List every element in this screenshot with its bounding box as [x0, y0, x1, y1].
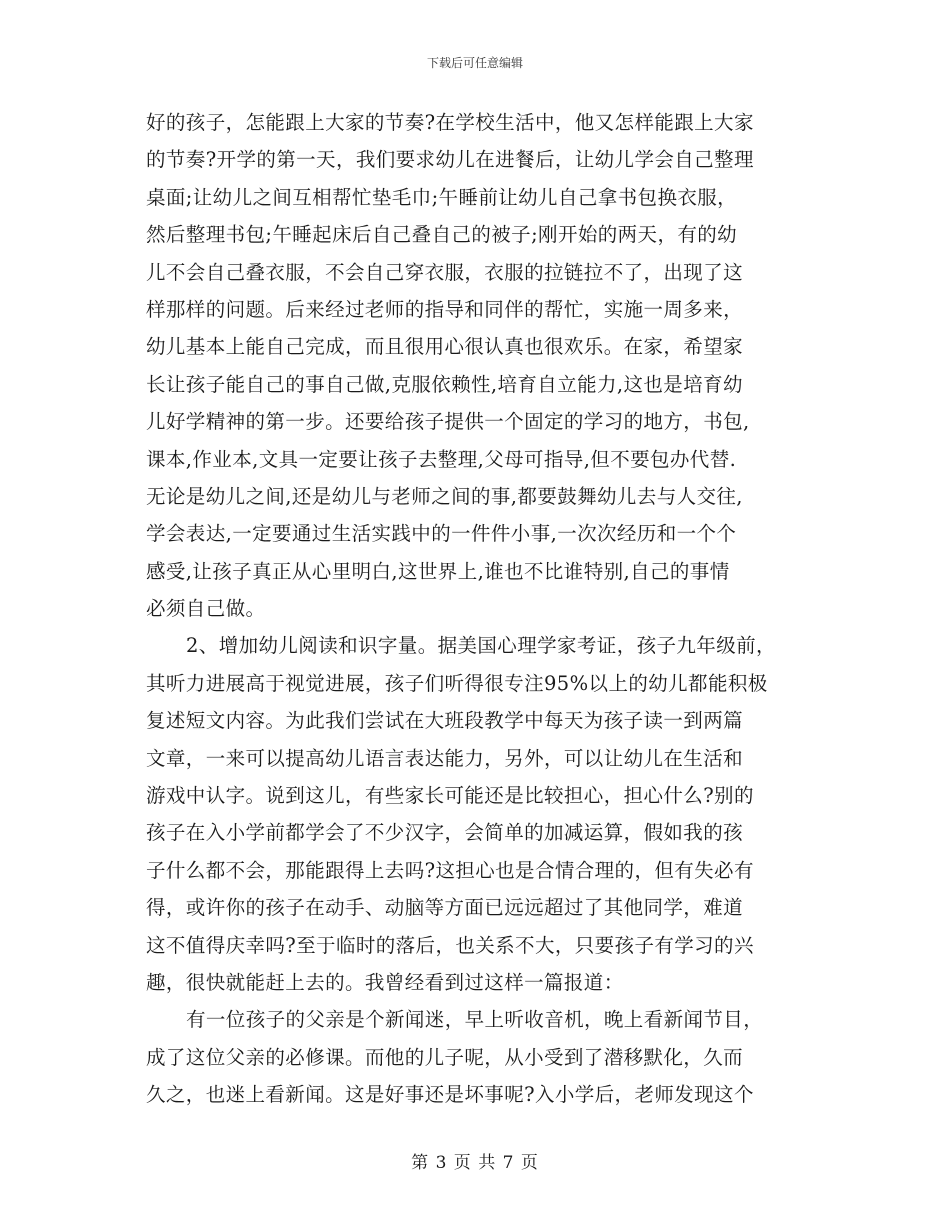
paragraph-start-line: 有一位孩子的父亲是个新闻迷，早上听收音机，晚上看新闻节目，: [186, 1008, 764, 1032]
text-line: 好的孩子，怎能跟上大家的节奏?在学校生活中，他又怎样能跟上大家: [146, 111, 754, 134]
text-line: 游戏中认字。说到这儿，有些家长可能还是比较担心，担心什么?别的: [146, 784, 754, 808]
paragraph-start-line: 2、增加幼儿阅读和识字量。据美国心理学家考证，孩子九年级前，: [186, 634, 776, 658]
text-line: 其听力进展高于视觉进展，孩子们听得很专注95%以上的幼儿都能积极: [146, 671, 768, 695]
text-line: 文章，一来可以提高幼儿语言表达能力，另外，可以让幼儿在生活和: [146, 746, 744, 770]
text-line: 得，或许你的孩子在动手、动脑等方面已远远超过了其他同学，难道: [146, 896, 744, 920]
text-line: 成了这位父亲的必修课。而他的儿子呢，从小受到了潜移默化，久而: [146, 1045, 744, 1069]
text-line: 长让孩子能自己的事自己做,克服依赖性,培育自立能力,这也是培育幼: [146, 372, 743, 396]
text-line: 感受,让孩子真正从心里明白,这世界上,谁也不比谁特别,自己的事情: [146, 559, 730, 583]
text-line: 趣，很快就能赶上去的。我曾经看到过这样一篇报道：: [146, 970, 624, 994]
text-line: 儿不会自己叠衣服，不会自己穿衣服，衣服的拉链拉不了，出现了这: [146, 260, 744, 284]
text-line: 的节奏?开学的第一天，我们要求幼儿在进餐后，让幼儿学会自己整理: [146, 148, 754, 172]
text-line: 这不值得庆幸吗?至于临时的落后，也关系不大，只要孩子有学习的兴: [146, 933, 754, 957]
page-number-footer: 第 3 页 共 7 页: [411, 1153, 539, 1173]
text-line: 子什么都不会，那能跟得上去吗?这担心也是合情合理的，但有失必有: [146, 858, 754, 882]
text-line: 无论是幼儿之间,还是幼儿与老师之间的事,都要鼓舞幼儿去与人交往,: [146, 484, 743, 508]
text-line: 学会表达,一定要通过生活实践中的一件件小事,一次次经历和一个个: [146, 522, 737, 546]
text-line: 课本,作业本,文具一定要让孩子去整理,父母可指导,但不要包办代替.: [146, 447, 737, 471]
text-line: 久之，也迷上看新闻。这是好事还是坏事呢?入小学后，老师发现这个: [146, 1083, 754, 1107]
text-line: 样那样的问题。后来经过老师的指导和同伴的帮忙，实施一周多来，: [146, 297, 744, 321]
page-header: 下载后可任意编辑: [426, 56, 523, 70]
document-body: [146, 104, 836, 1114]
text-line: 复述短文内容。为此我们尝试在大班段教学中每天为孩子读一到两篇: [146, 709, 744, 733]
text-line: 然后整理书包;午睡起床后自己叠自己的被子;刚开始的两天，有的幼: [146, 223, 738, 247]
text-line: 幼儿基本上能自己完成，而且很用心很认真也很欢乐。在家，希望家: [146, 335, 744, 359]
text-line: 桌面;让幼儿之间互相帮忙垫毛巾;午睡前让幼儿自己拿书包换衣服，: [146, 185, 738, 209]
text-line: 必须自己做。: [146, 597, 266, 621]
text-line: 孩子在入小学前都学会了不少汉字，会简单的加减运算，假如我的孩: [146, 821, 744, 845]
text-line: 儿好学精神的第一步。还要给孩子提供一个固定的学习的地方，书包,: [146, 410, 750, 434]
